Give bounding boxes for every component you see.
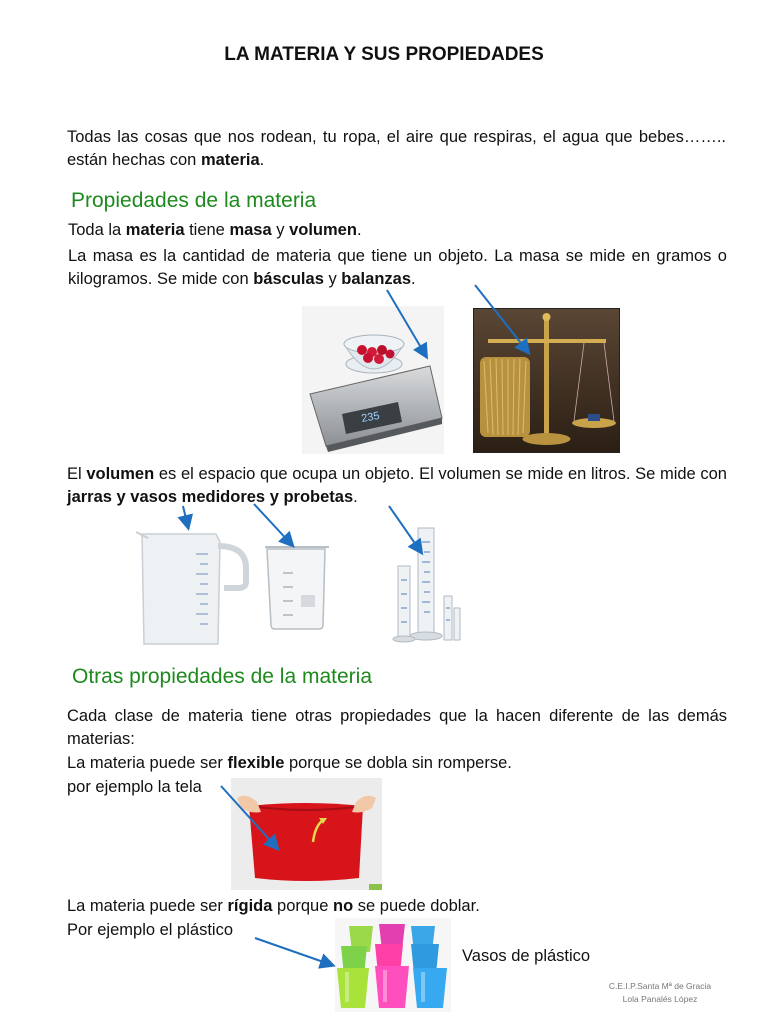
rigid-example: Por ejemplo el plástico — [67, 921, 233, 939]
intro-paragraph — [67, 126, 726, 172]
fabric-image — [231, 778, 382, 890]
intro-end: . — [259, 151, 265, 169]
text-fragment: La masa es la cantidad de materia que tiene un objeto. La masa se mide en gramos o kilogramos. Se mide con — [68, 247, 727, 288]
text-fragment: . — [411, 270, 416, 288]
bold-fragment: masa — [229, 221, 272, 239]
section-heading-otras: Otras propiedades de la materia — [72, 665, 372, 688]
text-fragment: La materia puede ser — [67, 897, 228, 915]
other-properties-paragraph: Cada clase de materia tiene otras propiedades que la hacen diferente de las demás materias: — [67, 707, 727, 748]
rigid-statement — [67, 895, 727, 918]
plastic-cups-image — [335, 918, 451, 1012]
bold-fragment: flexible — [227, 754, 285, 772]
beaker-image — [263, 543, 333, 633]
page-title: LA MATERIA Y SUS PROPIEDADES — [224, 44, 544, 65]
text-fragment: es el espacio que ocupa un objeto. El volumen se mide en litros. Se mide con — [154, 465, 727, 483]
intro-bold: materia — [200, 151, 260, 169]
text-fragment: . — [356, 221, 362, 239]
measuring-jug-image — [134, 528, 250, 648]
balance-scale-image — [473, 308, 620, 453]
mass-definition-paragraph — [68, 245, 727, 291]
graduated-cylinders-image — [388, 522, 470, 644]
arrow-to-cups — [255, 938, 332, 965]
kitchen-scale-image — [302, 306, 444, 454]
scale-display-text: 235 — [360, 409, 381, 425]
text-fragment: La materia puede ser — [67, 754, 228, 772]
bold-fragment: balanzas — [341, 270, 411, 288]
text-fragment: El — [67, 465, 87, 483]
text-fragment: y — [271, 221, 290, 239]
arrow-to-jug — [183, 506, 188, 527]
arrow-to-beaker — [254, 504, 292, 545]
cups-caption: Vasos de plástico — [462, 947, 591, 965]
bold-fragment: jarras y vasos medidores y probetas — [67, 488, 354, 506]
intro-text: Todas las cosas que nos rodean, tu ropa, el aire que respiras, el agua que bebes…….. están hechas con — [67, 128, 726, 169]
text-fragment: . — [353, 488, 358, 506]
mass-volume-statement — [68, 219, 727, 242]
bold-fragment: materia — [125, 221, 185, 239]
footer-credit — [560, 980, 760, 1006]
text-fragment: porque — [272, 897, 333, 915]
text-fragment: porque se dobla sin romperse. — [284, 754, 512, 772]
section-heading-propiedades: Propiedades de la materia — [71, 189, 317, 212]
bold-fragment: volumen — [86, 465, 155, 483]
text-fragment: se puede doblar. — [353, 897, 480, 915]
text-fragment: Toda la — [68, 221, 126, 239]
bold-fragment: volumen — [289, 221, 357, 239]
bold-fragment: rígida — [227, 897, 273, 915]
text-fragment: tiene — [184, 221, 230, 239]
bold-fragment: no — [333, 897, 354, 915]
flexible-statement — [67, 752, 727, 775]
footer-author: Lola Panalés López — [622, 994, 698, 1004]
flexible-example: por ejemplo la tela — [67, 778, 202, 796]
volume-paragraph — [67, 463, 727, 509]
text-fragment: y — [323, 270, 342, 288]
footer-school: C.E.I.P.Santa Mª de Gracia — [608, 981, 712, 991]
bold-fragment: básculas — [253, 270, 324, 288]
